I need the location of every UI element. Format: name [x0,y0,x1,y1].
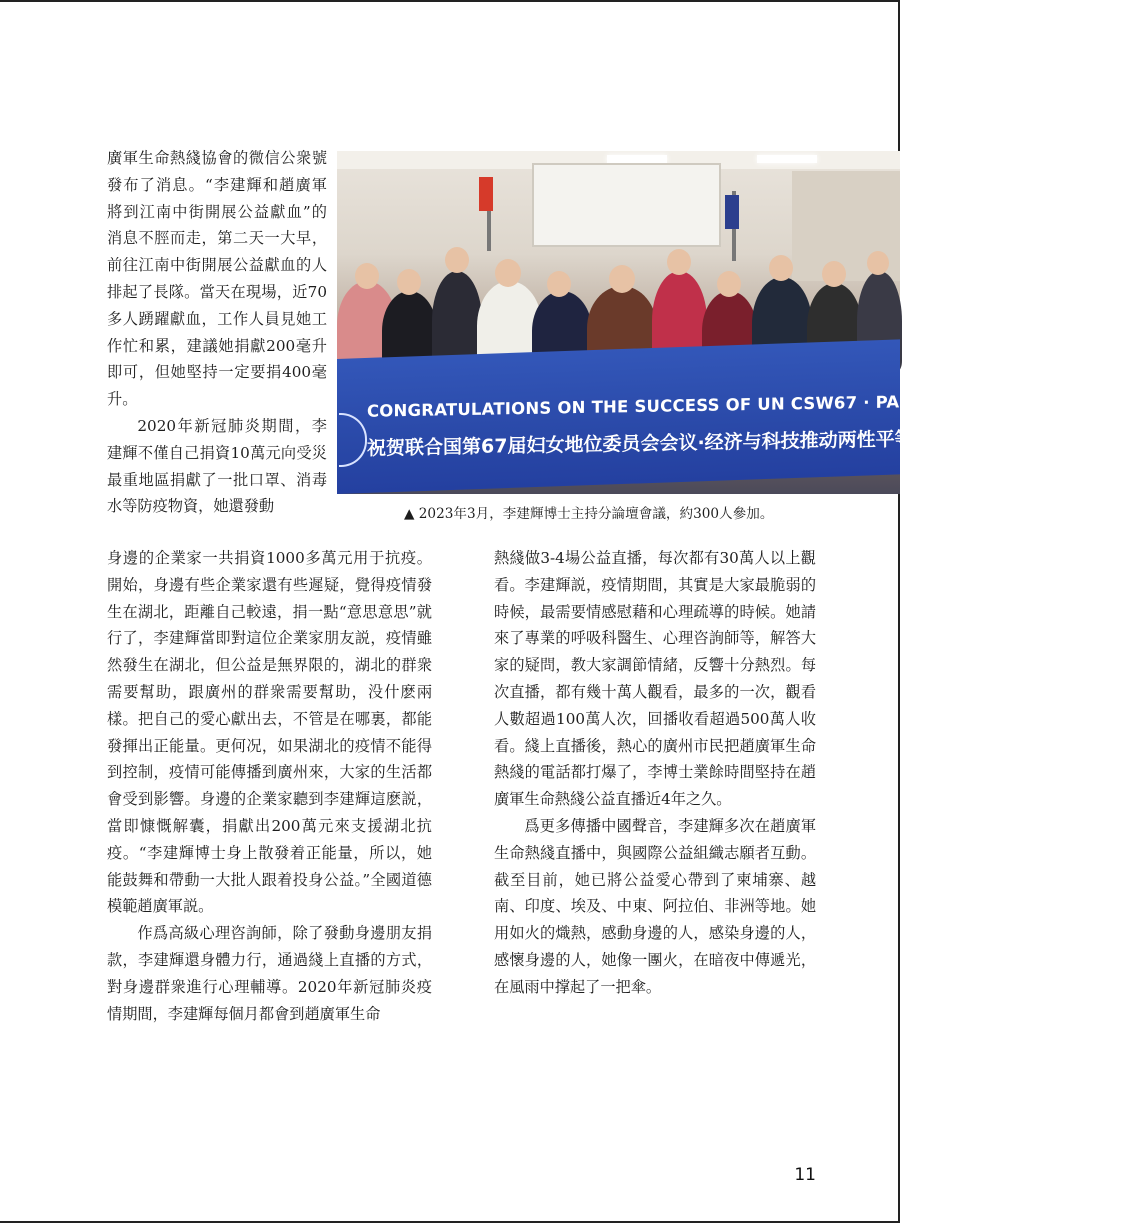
article-column-right [494,545,816,1001]
photo-ceiling-light [757,155,817,163]
article-column-left [107,545,432,1027]
paragraph: 作爲高級心理咨詢師，除了發動身邊朋友捐款，李建輝還身體力行，通過綫上直播的方式，對身邊群衆進行心理輔導。2020年新冠肺炎疫情期間，李建輝每個月都會到趙廣軍生命 [107,924,432,1023]
photo-flag [479,177,493,211]
photo-caption: ▲ 2023年3月，李建輝博士主持分論壇會議，約300人參加。 [404,506,774,522]
paragraph: 熱綫做3-4場公益直播，每次都有30萬人以上觀看。李建輝説，疫情期間，其實是大家最脆弱的時候，最需要情感慰藉和心理疏導的時候。她請來了專業的呼吸科醫生、心理咨詢師等，解答大家的疑問，教大家調節情緒，反響十分熱烈。每次直播，都有幾十萬人觀看，最多的一次，觀看人數超過100萬人次，回播收看超過500萬人收看。綫上直播後，熱心的廣州市民把趙廣軍生命熱綫的電話都打爆了，李博士業餘時間堅持在趙廣軍生命熱綫公益直播近4年之久。 [494,549,816,809]
page-number: 11 [794,1165,816,1185]
event-photo [337,151,1126,494]
photo-ceiling-light [607,155,667,163]
paragraph: 爲更多傳播中國聲音，李建輝多次在趙廣軍生命熱綫直播中，與國際公益組織志願者互動。截至目前，她已將公益愛心帶到了柬埔寨、越南、印度、埃及、中東、阿拉伯、非洲等地。她用如火的熾熱，感動身邊的人，感染身邊的人，感懷身邊的人，她像一團火，在暗夜中傳遞光，在風雨中撑起了一把傘。 [494,816,816,996]
article-column-left-top [107,145,327,520]
paragraph: 廣軍生命熱綫協會的微信公衆號發布了消息。“李建輝和趙廣軍將到江南中街開展公益獻血”的消息不脛而走，第二天一大早，前往江南中街開展公益獻血的人排起了長隊。當天在現場，近70多人踴躍獻血，工作人員見她工作忙和累，建議她捐獻200毫升即可，但她堅持一定要捐400毫升。 [107,149,327,409]
paragraph: 身邊的企業家一共捐資1000多萬元用于抗疫。開始，身邊有些企業家還有些遲疑，覺得疫情發生在湖北，距離自己較遠，捐一點“意思意思”就行了，李建輝當即對這位企業家朋友説，疫情雖然發生在湖北，但公益是無界限的，湖北的群衆需要幫助，跟廣州的群衆需要幫助，没什麽兩樣。把自己的愛心獻出去，不管是在哪裏，都能發揮出正能量。更何况，如果湖北的疫情不能得到控制，疫情可能傳播到廣州來，大家的生活都會受到影響。身邊的企業家聽到李建輝這麽説，當即慷慨解囊，捐獻出200萬元來支援湖北抗疫。“李建輝博士身上散發着正能量，所以，她能鼓舞和帶動一大批人跟着投身公益。”全國道德模範趙廣軍説。 [107,549,432,916]
paragraph: 2020年新冠肺炎期間，李建輝不僅自己捐資10萬元向受災最重地區捐獻了一批口罩、消毒水等防疫物資，她還發動 [107,416,327,516]
banner-chinese-text: 祝贺联合国第67届妇女地位委员会会议·经济与科技推动两性平等论坛暨颁奖 [367,426,1009,460]
page-border-top [0,0,900,2]
banner-english-text: CONGRATULATIONS ON THE SUCCESS OF UN CSW67 · PARALLEL FORUM & AWAR [367,388,1126,421]
